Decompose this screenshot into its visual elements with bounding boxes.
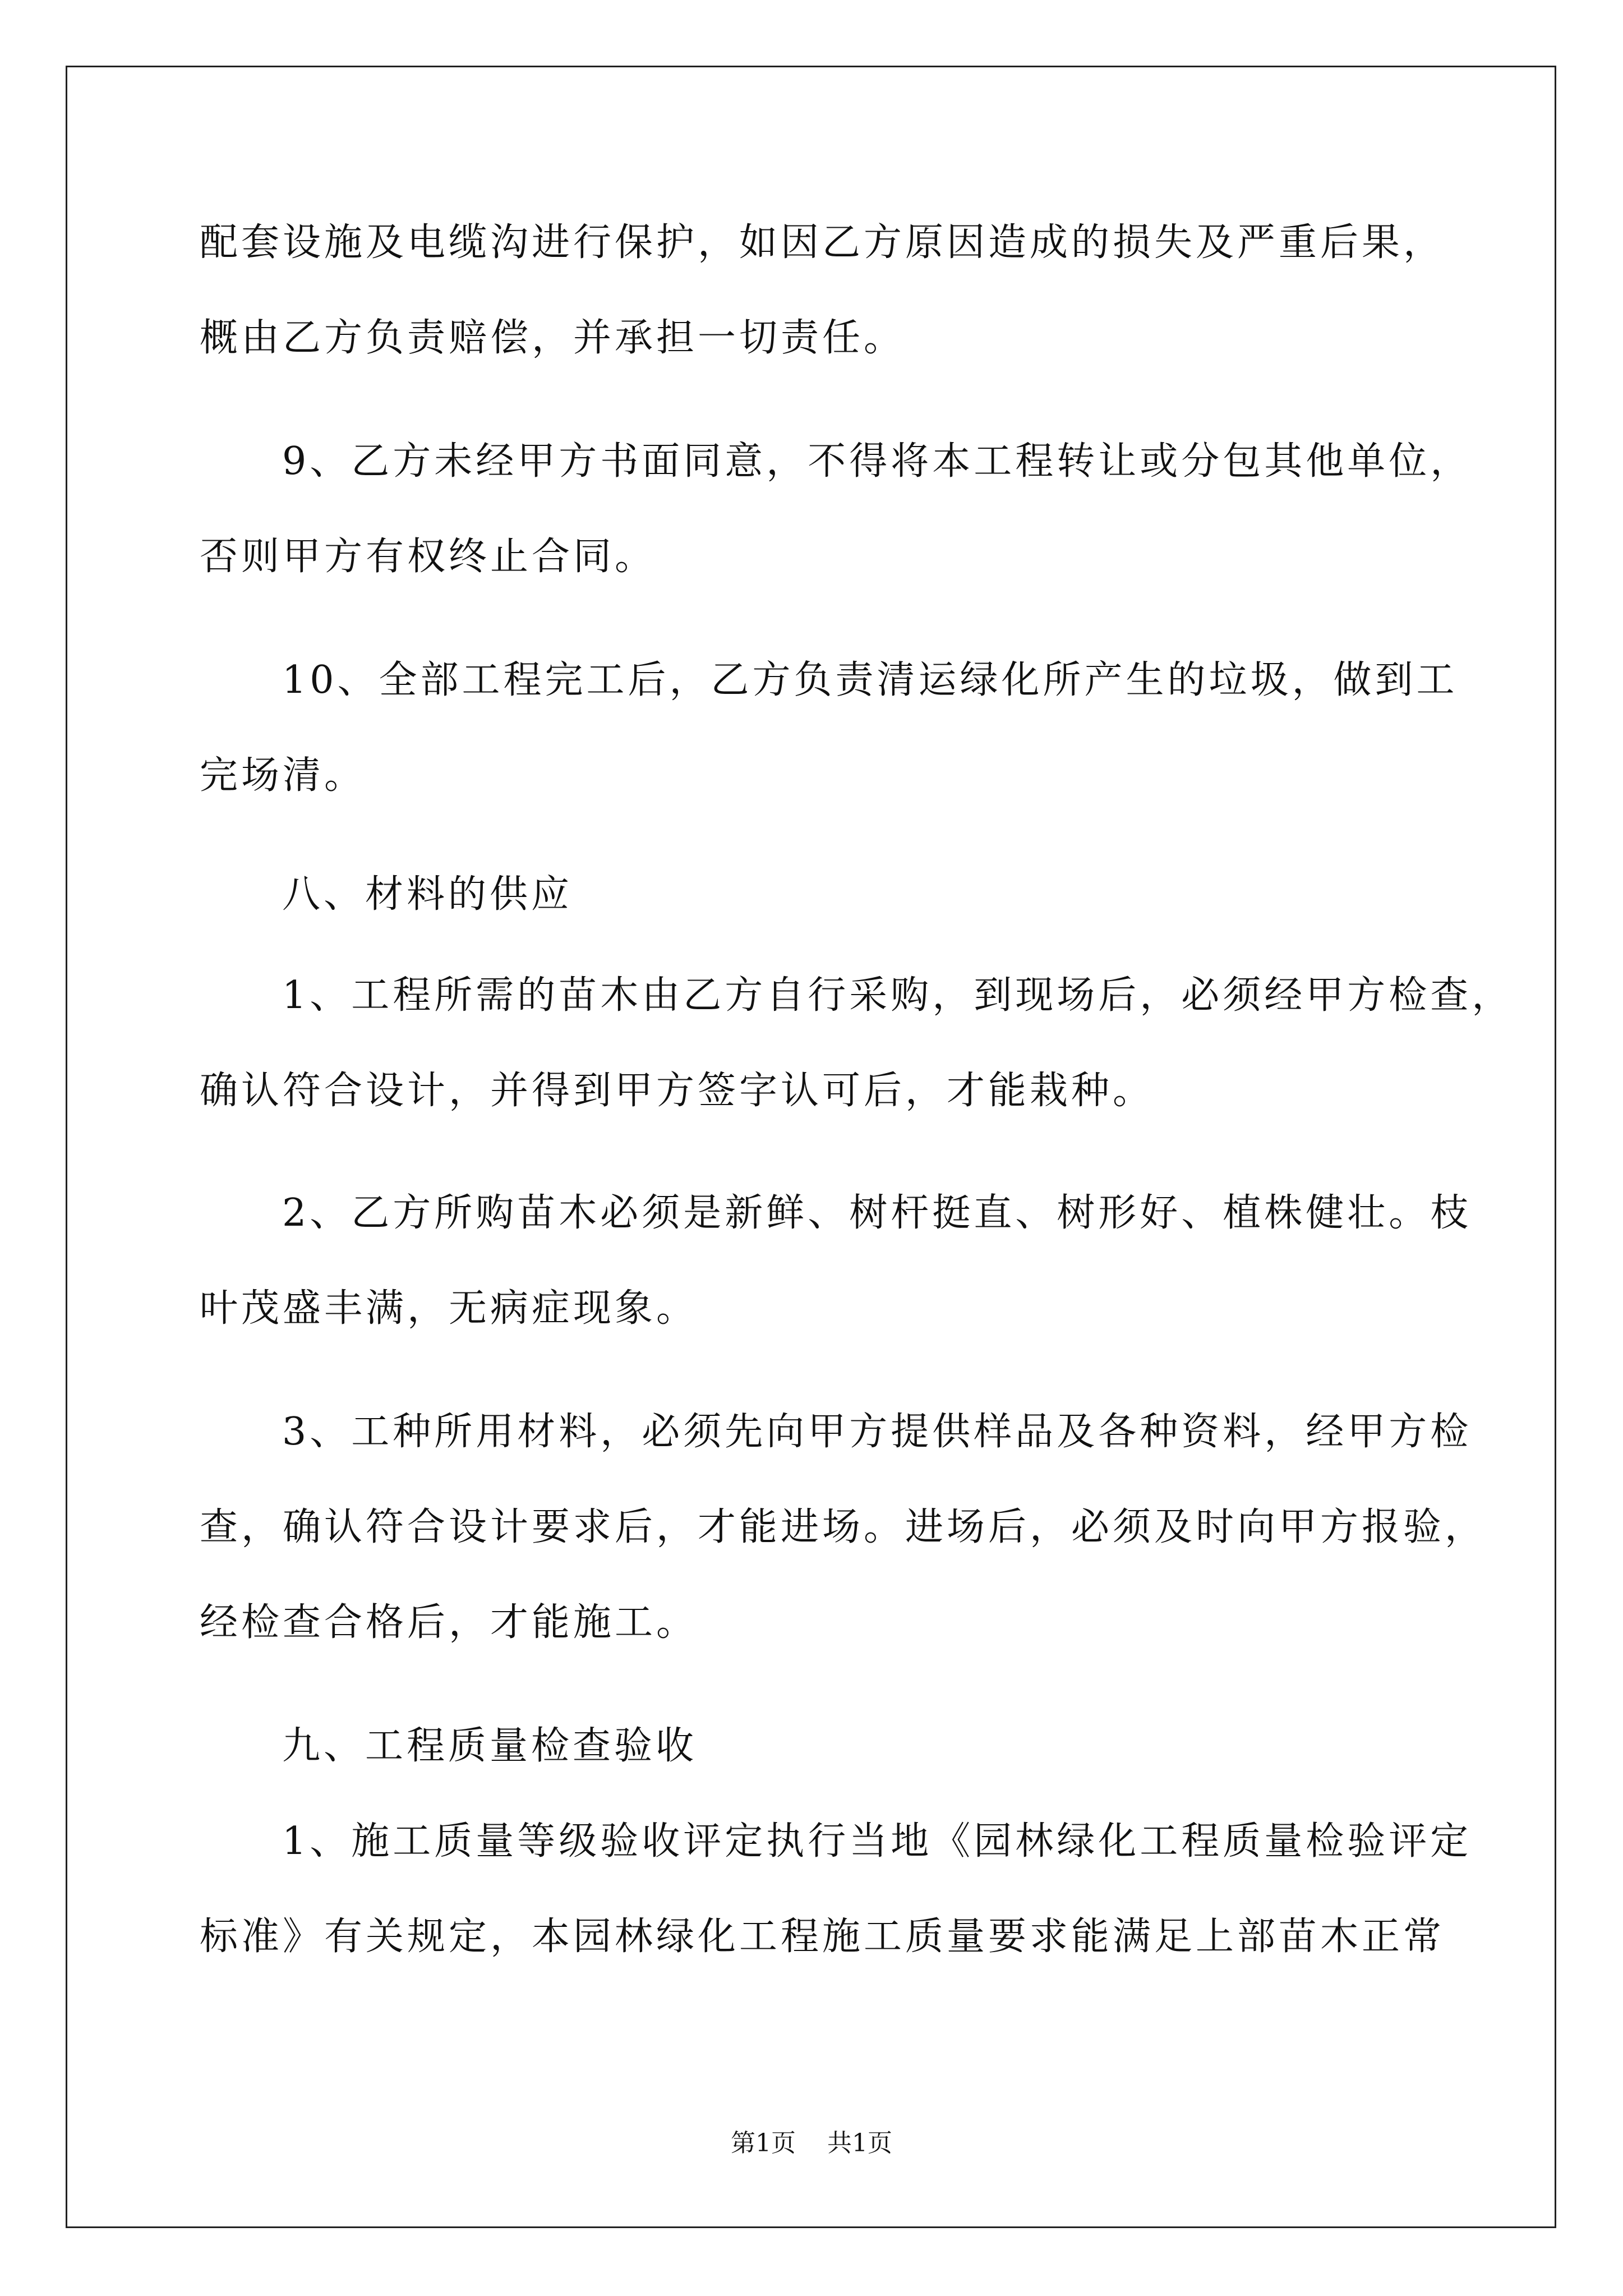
text-line: 经检查合格后，才能施工。 [200,1600,698,1645]
text-line: 9、乙方未经甲方书面同意，不得将本工程转让或分包其他单位， [282,439,1472,484]
page-number-current: 第1页 [731,2129,796,2157]
text-line: 2、乙方所购苗木必须是新鲜、树杆挺直、树形好、植株健壮。枝 [282,1191,1472,1235]
text-line: 3、工种所用材料，必须先向甲方提供样品及各种资料，经甲方检 [282,1410,1472,1454]
page-number-total: 共1页 [827,2129,892,2157]
text-line: 1、施工质量等级验收评定执行当地《园林绿化工程质量检验评定 [282,1819,1472,1864]
page-footer [0,2128,1623,2159]
text-line: 确认符合设计，并得到甲方签字认可后，才能栽种。 [200,1069,1155,1113]
text-line: 查，确认符合设计要求后，才能进场。进场后，必须及时向甲方报验， [200,1505,1487,1549]
text-line: 否则甲方有权终止合同。 [200,535,657,579]
text-line: 标准》有关规定，本园林绿化工程施工质量要求能满足上部苗木正常 [200,1915,1445,1959]
text-line: 1、工程所需的苗木由乙方自行采购，到现场后，必须经甲方检查， [282,973,1514,1018]
text-line: 10、全部工程完工后，乙方负责清运绿化所产生的垃圾，做到工 [282,658,1458,702]
section-heading: 九、工程质量检查验收 [282,1724,698,1768]
text-line: 概由乙方负责赔偿，并承担一切责任。 [200,316,906,360]
section-heading: 八、材料的供应 [282,872,573,917]
text-line: 配套设施及电缆沟进行保护，如因乙方原因造成的损失及严重后果， [200,220,1445,265]
page-border [66,66,1556,2228]
text-line: 完场清。 [200,753,366,798]
text-line: 叶茂盛丰满，无病症现象。 [200,1286,698,1331]
